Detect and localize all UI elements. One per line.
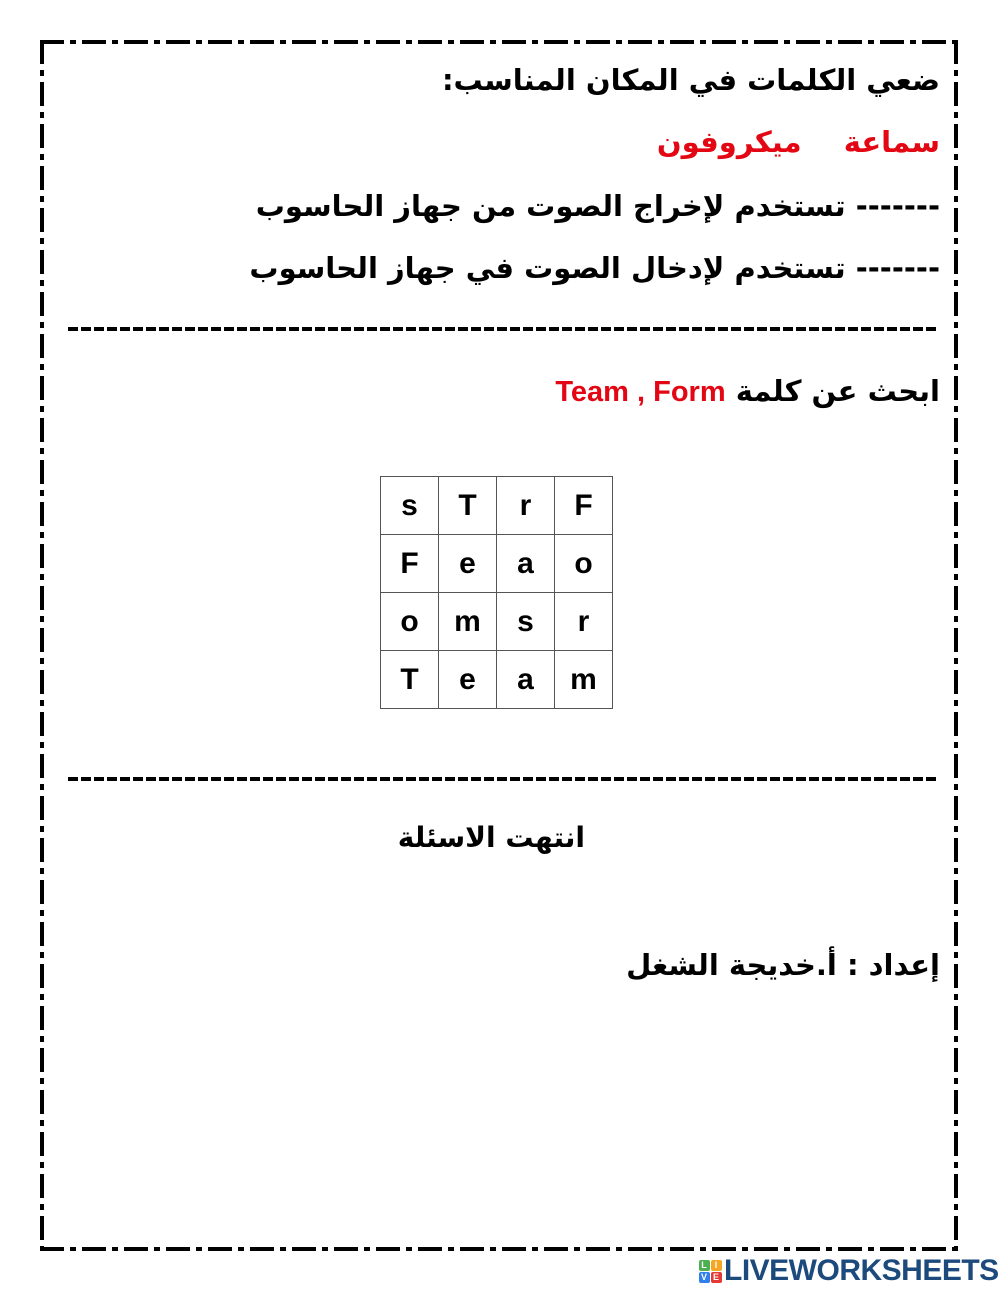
author-name: أ.خديجة الشغل xyxy=(626,948,837,982)
grid-cell[interactable]: T xyxy=(381,651,439,709)
author-label: إعداد : xyxy=(846,948,940,982)
answer-blank[interactable]: ------- xyxy=(855,189,940,223)
section1-instruction: ضعي الكلمات في المكان المناسب: xyxy=(441,63,940,97)
question-text: تستخدم لإدخال الصوت في جهاز الحاسوب xyxy=(249,251,846,285)
grid-row xyxy=(381,651,613,709)
section2-instruction xyxy=(555,373,940,410)
badge-letter: E xyxy=(711,1272,722,1283)
instruction-prefix: ابحث عن كلمة xyxy=(735,374,940,408)
page-border-top xyxy=(40,40,958,44)
answer-blank[interactable]: ------- xyxy=(855,251,940,285)
grid-cell[interactable]: m xyxy=(555,651,613,709)
grid-cell[interactable]: a xyxy=(497,651,555,709)
grid-cell[interactable]: r xyxy=(497,477,555,535)
section-divider xyxy=(68,777,938,781)
grid-row xyxy=(381,593,613,651)
grid-cell[interactable]: s xyxy=(381,477,439,535)
liveworksheets-logo xyxy=(698,1256,999,1286)
grid-cell[interactable]: T xyxy=(439,477,497,535)
grid-cell[interactable]: a xyxy=(497,535,555,593)
grid-cell[interactable]: o xyxy=(555,535,613,593)
badge-letter: I xyxy=(711,1260,722,1271)
separator: , xyxy=(628,376,654,408)
target-words xyxy=(555,376,725,408)
question-text: تستخدم لإخراج الصوت من جهاز الحاسوب xyxy=(255,189,846,223)
target-word-form: Form xyxy=(653,376,726,408)
badge-letter: L xyxy=(699,1260,710,1271)
closing-text: انتهت الاسئلة xyxy=(397,821,585,854)
section-divider xyxy=(68,327,938,331)
grid-row xyxy=(381,477,613,535)
grid-cell[interactable]: e xyxy=(439,651,497,709)
page-border-right xyxy=(954,40,958,1251)
badge-letter: V xyxy=(699,1272,710,1283)
author-credit xyxy=(626,947,940,983)
grid-cell[interactable]: r xyxy=(555,593,613,651)
grid-cell[interactable]: m xyxy=(439,593,497,651)
live-badge-icon xyxy=(698,1259,722,1283)
logo-text: LIVEWORKSHEETS xyxy=(724,1254,999,1287)
page-border-bottom xyxy=(40,1247,958,1251)
grid-cell[interactable]: o xyxy=(381,593,439,651)
question-row xyxy=(249,250,940,286)
page-border-left xyxy=(40,40,44,1251)
word-bank-item[interactable]: سماعة xyxy=(843,125,940,159)
word-bank-item[interactable]: ميكروفون xyxy=(656,125,802,159)
grid-cell[interactable]: s xyxy=(497,593,555,651)
grid-cell[interactable]: F xyxy=(555,477,613,535)
word-search-grid xyxy=(380,476,613,709)
grid-row xyxy=(381,535,613,593)
grid-cell[interactable]: e xyxy=(439,535,497,593)
question-row xyxy=(256,188,940,224)
word-bank xyxy=(657,124,940,160)
target-word-team: Team xyxy=(555,376,629,408)
grid-cell[interactable]: F xyxy=(381,535,439,593)
